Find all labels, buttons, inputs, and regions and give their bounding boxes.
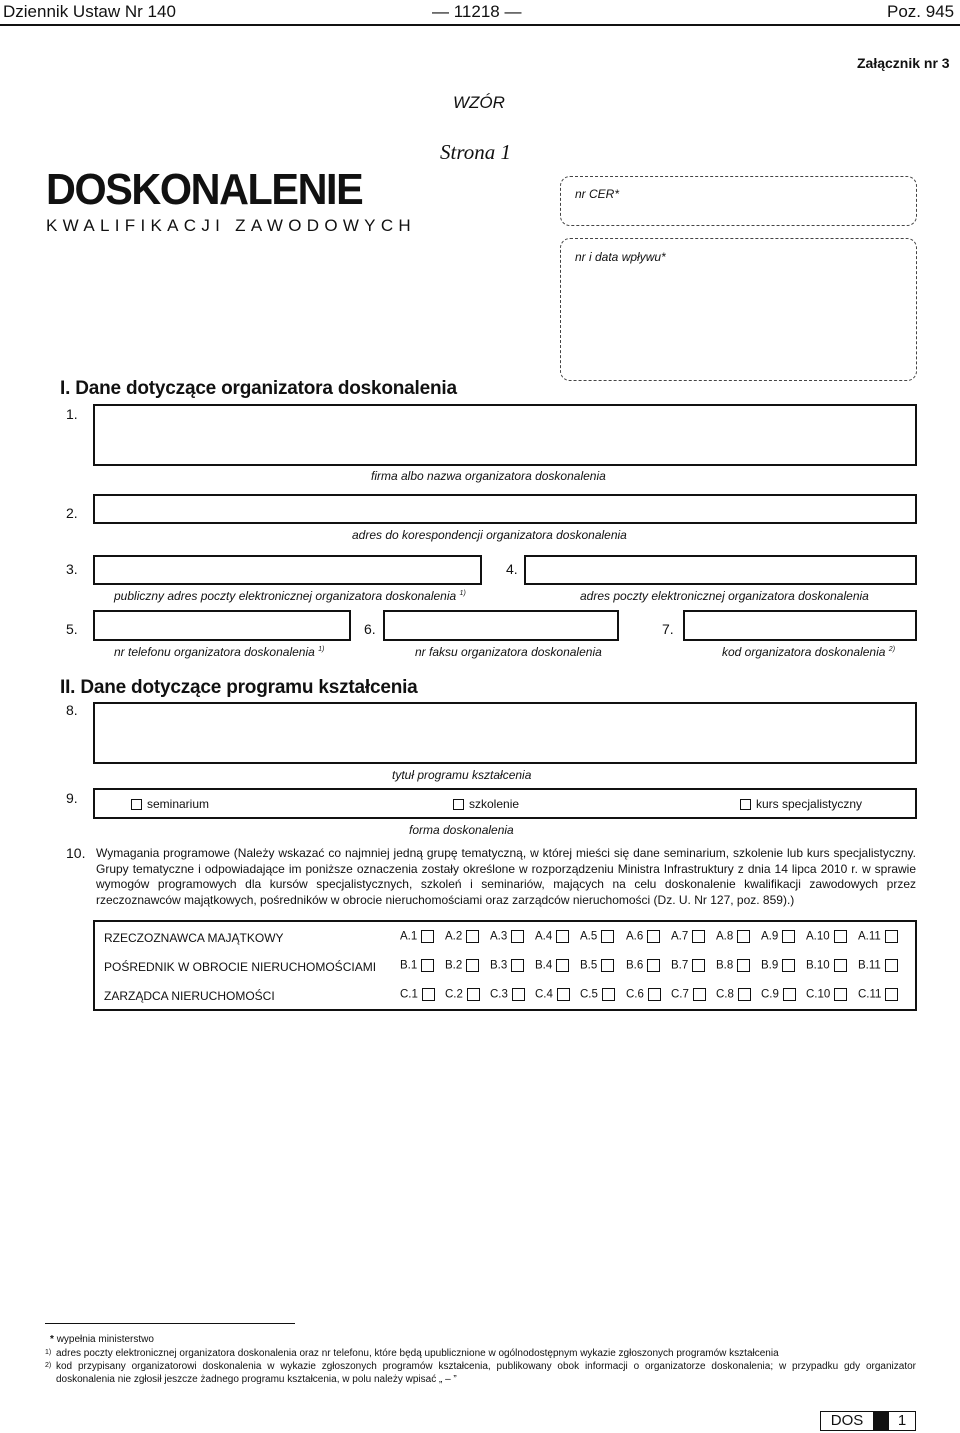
code-checkbox[interactable] <box>422 988 435 1001</box>
code-A2[interactable] <box>445 930 479 943</box>
code-C11[interactable] <box>858 988 898 1001</box>
code-checkbox[interactable] <box>783 988 796 1001</box>
journal-position: Poz. 945 <box>887 2 955 21</box>
phone-input[interactable] <box>93 610 351 641</box>
template-label: WZÓR <box>453 93 505 112</box>
code-label: C.3 <box>490 988 508 1001</box>
option-training[interactable] <box>453 797 519 811</box>
footnote-rule <box>45 1323 295 1324</box>
field-1-number: 1. <box>66 406 78 422</box>
code-checkbox[interactable] <box>511 959 524 972</box>
code-A6[interactable] <box>626 930 660 943</box>
cer-number-label: nr CER* <box>575 187 620 201</box>
code-B7[interactable] <box>671 959 705 972</box>
code-checkbox[interactable] <box>467 988 480 1001</box>
row-label-broker: POŚREDNIK W OBROCIE NIERUCHOMOŚCIAMI <box>104 960 377 974</box>
organizer-name-input[interactable] <box>93 404 917 466</box>
code-label: C.9 <box>761 988 779 1001</box>
footnote-1-text: adres poczty elektronicznej organizatora doskonalenia oraz nr telefonu, które będą upublicznione w ogólnodostępnym wykazie zgłoszonych programów kształcenia <box>56 1348 779 1359</box>
training-checkbox[interactable] <box>453 799 464 810</box>
field-9-number: 9. <box>66 790 78 806</box>
code-label: C.6 <box>626 988 644 1001</box>
footnote-star-mark: * <box>50 1334 54 1345</box>
code-A4[interactable] <box>535 930 569 943</box>
code-checkbox[interactable] <box>421 930 434 943</box>
code-label: C.1 <box>400 988 418 1001</box>
code-checkbox[interactable] <box>885 959 898 972</box>
field-8-number: 8. <box>66 702 78 718</box>
footnote-2-mark: 2) <box>45 1362 52 1369</box>
specialist-course-checkbox[interactable] <box>740 799 751 810</box>
phone-caption: nr telefonu organizatora doskonalenia $^{1)}$ <box>114 645 325 659</box>
organizer-code-caption: kod organizatora doskonalenia $^{2)}$ <box>722 645 896 659</box>
code-checkbox[interactable] <box>466 959 479 972</box>
code-label: A.6 <box>626 930 644 943</box>
fax-caption: nr faksu organizatora doskonalenia <box>415 645 602 659</box>
code-B1[interactable] <box>400 959 434 972</box>
code-checkbox[interactable] <box>737 959 750 972</box>
code-checkbox[interactable] <box>885 930 898 943</box>
correspondence-address-input[interactable] <box>93 494 917 524</box>
code-label: C.8 <box>716 988 734 1001</box>
public-email-caption: publiczny adres poczty elektronicznej organizatora doskonalenia $^{1)}$ <box>114 589 466 603</box>
code-checkbox[interactable] <box>556 959 569 972</box>
code-C10[interactable] <box>806 988 847 1001</box>
code-checkbox[interactable] <box>647 959 660 972</box>
code-C4[interactable] <box>535 988 570 1001</box>
organizer-name-caption: firma albo nazwa organizatora doskonalenia <box>371 469 606 483</box>
code-B2[interactable] <box>445 959 479 972</box>
code-A11[interactable] <box>858 930 898 943</box>
code-label: C.5 <box>580 988 598 1001</box>
option-seminar-label: seminarium <box>147 797 210 811</box>
code-checkbox[interactable] <box>556 930 569 943</box>
program-requirements-text: Wymagania programowe (Należy wskazać co najmniej jedną grupę tematyczną, w której mieści się dane seminarium, szkolenie lub kurs specjalistyczny. Grupy tematyczne i odpowiadające im poniższe oznaczenia zostały określone w rozporządzeniu Ministra Infrastruktury z dnia 14 lipca 2010 r. w sprawie wymogów programowych dla kursów specjalistycznych, szkoleń i seminariów, mających na celu doskonalenie kwalifikacji zawodowych przez rzeczoznawców majątkowych, pośredników w obrocie nieruchomościami oraz zarządców nieruchomości (Dz. U. Nr 127, poz. 859).) <box>96 846 916 907</box>
code-C2[interactable] <box>445 988 480 1001</box>
section-2-title: II. Dane dotyczące programu kształcenia <box>60 677 418 698</box>
code-label: A.2 <box>445 930 463 943</box>
code-label: A.5 <box>580 930 598 943</box>
code-label: B.11 <box>858 959 881 972</box>
code-label: B.10 <box>806 959 830 972</box>
section-1-title: I. Dane dotyczące organizatora doskonalenia <box>60 378 457 399</box>
code-checkbox[interactable] <box>557 988 570 1001</box>
code-checkbox[interactable] <box>693 988 706 1001</box>
code-label: C.7 <box>671 988 689 1001</box>
code-C7[interactable] <box>671 988 706 1001</box>
field-3-number: 3. <box>66 561 78 577</box>
option-specialist-course-label: kurs specjalistyczny <box>756 797 863 811</box>
code-label: B.6 <box>626 959 644 972</box>
annex-label: Załącznik nr 3 <box>857 55 950 71</box>
code-checkbox[interactable] <box>834 988 847 1001</box>
option-specialist-course[interactable] <box>740 797 862 811</box>
code-C9[interactable] <box>761 988 796 1001</box>
code-label: C.11 <box>858 988 882 1001</box>
code-A7[interactable] <box>671 930 705 943</box>
code-checkbox[interactable] <box>602 988 615 1001</box>
code-C6[interactable] <box>626 988 661 1001</box>
code-label: A.11 <box>858 930 881 943</box>
field-6-number: 6. <box>364 621 376 637</box>
email-input[interactable] <box>524 555 917 585</box>
option-seminar[interactable] <box>131 797 209 811</box>
code-A8[interactable] <box>716 930 750 943</box>
code-checkbox[interactable] <box>647 930 660 943</box>
code-B8[interactable] <box>716 959 750 972</box>
code-checkbox[interactable] <box>782 930 795 943</box>
field-7-number: 7. <box>662 621 674 637</box>
cer-number-box[interactable] <box>560 176 917 226</box>
journal-title: Dziennik Ustaw Nr 140 <box>3 2 176 21</box>
code-label: B.9 <box>761 959 779 972</box>
code-B4[interactable] <box>535 959 569 972</box>
footnote-star-text: wypełnia ministerstwo <box>56 1334 154 1345</box>
logo-title: DOSKONALENIE <box>46 165 363 214</box>
code-checkbox[interactable] <box>466 930 479 943</box>
row-label-manager: ZARZĄDCA NIERUCHOMOŚCI <box>104 989 275 1003</box>
code-checkbox[interactable] <box>737 930 750 943</box>
code-checkbox[interactable] <box>782 959 795 972</box>
code-C3[interactable] <box>490 988 525 1001</box>
code-label: A.3 <box>490 930 508 943</box>
form-code-page: 1 <box>897 1412 907 1429</box>
receipt-label: nr i data wpływu* <box>575 250 666 264</box>
code-A5[interactable] <box>580 930 614 943</box>
public-email-input[interactable] <box>93 555 482 585</box>
code-label: A.1 <box>400 930 418 943</box>
code-label: A.8 <box>716 930 734 943</box>
code-A9[interactable] <box>761 930 795 943</box>
training-form-box <box>93 788 917 819</box>
logo-subtitle: KWALIFIKACJI ZAWODOWYCH <box>46 216 416 235</box>
code-B6[interactable] <box>626 959 660 972</box>
footnote-star <box>50 1333 154 1346</box>
code-label: B.3 <box>490 959 508 972</box>
code-checkbox[interactable] <box>648 988 661 1001</box>
seminar-checkbox[interactable] <box>131 799 142 810</box>
code-checkbox[interactable] <box>692 959 705 972</box>
code-B3[interactable] <box>490 959 524 972</box>
code-label: A.7 <box>671 930 689 943</box>
code-B5[interactable] <box>580 959 614 972</box>
code-checkbox[interactable] <box>601 930 614 943</box>
header-rule <box>0 24 960 26</box>
code-label: B.2 <box>445 959 463 972</box>
fax-input[interactable] <box>383 610 619 641</box>
code-label: C.2 <box>445 988 463 1001</box>
code-C8[interactable] <box>716 988 751 1001</box>
code-checkbox[interactable] <box>834 959 847 972</box>
code-label: B.8 <box>716 959 734 972</box>
page-label: Strona 1 <box>440 140 511 164</box>
code-B10[interactable] <box>806 959 847 972</box>
email-caption: adres poczty elektronicznej organizatora doskonalenia <box>580 589 869 603</box>
code-label: C.10 <box>806 988 831 1001</box>
journal-page-number: — 11218 — <box>432 2 522 21</box>
code-B9[interactable] <box>761 959 795 972</box>
field-2-number: 2. <box>66 505 78 521</box>
footnote-2-text: kod przypisany organizatorowi doskonalenia w wykazie zgłoszonych programów kształcenia, publikowany obok informacji o organizatorze doskonalenia; w przypadku gdy organizator doskonalenia nie zgłosił jeszcze żadnego programu kształcenia, w polu należy wpisać „ – ” <box>56 1361 916 1385</box>
receipt-box[interactable] <box>560 238 917 381</box>
code-label: B.5 <box>580 959 598 972</box>
code-checkbox[interactable] <box>834 930 847 943</box>
code-A10[interactable] <box>806 930 847 943</box>
code-B11[interactable] <box>858 959 898 972</box>
row-label-appraiser: RZECZOZNAWCA MAJĄTKOWY <box>104 931 284 945</box>
code-checkbox[interactable] <box>601 959 614 972</box>
code-checkbox[interactable] <box>511 930 524 943</box>
field-5-number: 5. <box>66 621 78 637</box>
code-A1[interactable] <box>400 930 434 943</box>
code-checkbox[interactable] <box>738 988 751 1001</box>
code-label: C.4 <box>535 988 553 1001</box>
code-checkbox[interactable] <box>692 930 705 943</box>
correspondence-address-caption: adres do korespondencji organizatora doskonalenia <box>352 528 627 542</box>
field-10-number: 10. <box>66 845 86 861</box>
program-title-input[interactable] <box>93 702 917 764</box>
code-checkbox[interactable] <box>885 988 898 1001</box>
code-label: A.4 <box>535 930 553 943</box>
code-C5[interactable] <box>580 988 615 1001</box>
code-label: A.9 <box>761 930 779 943</box>
footnote-1-mark: 1) <box>45 1349 52 1356</box>
code-A3[interactable] <box>490 930 524 943</box>
form-code-separator <box>873 1412 889 1430</box>
code-label: B.7 <box>671 959 689 972</box>
training-form-caption: forma doskonalenia <box>409 823 514 837</box>
form-code-name: DOS <box>830 1412 864 1429</box>
code-checkbox[interactable] <box>512 988 525 1001</box>
code-label: B.1 <box>400 959 418 972</box>
form-code-badge <box>820 1411 916 1431</box>
code-C1[interactable] <box>400 988 435 1001</box>
organizer-code-input[interactable] <box>683 610 917 641</box>
code-label: B.4 <box>535 959 553 972</box>
code-label: A.10 <box>806 930 830 943</box>
code-checkbox[interactable] <box>421 959 434 972</box>
program-title-caption: tytuł programu kształcenia <box>392 768 532 782</box>
field-4-number: 4. <box>506 561 518 577</box>
option-training-label: szkolenie <box>469 797 520 811</box>
